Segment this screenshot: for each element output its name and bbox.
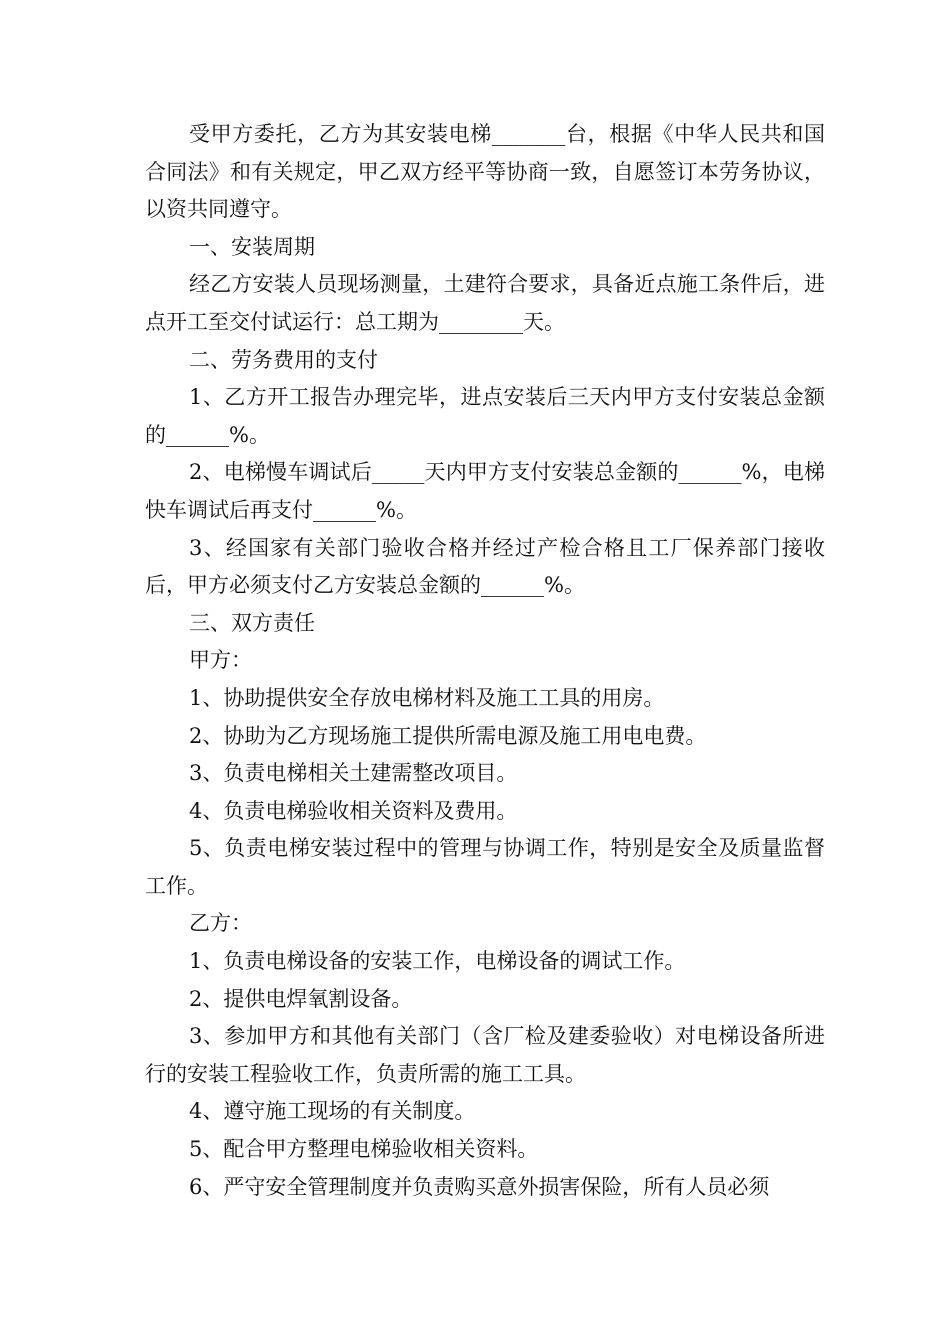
- party-b-item-2: 2、提供电焊氧割设备。: [189, 986, 413, 1011]
- section-heading-payment: 二、劳务费用的支付: [189, 347, 378, 372]
- party-b-heading: 乙方：: [189, 911, 252, 936]
- payment-clause-3: 3、经国家有关部门验收合格并经过产检合格且工厂保养部门接收后，甲方必须支付乙方安装总金额的______%。: [145, 535, 825, 598]
- section-heading-responsibilities: 三、双方责任: [189, 610, 315, 635]
- paragraph-intro: 受甲方委托，乙方为其安装电梯_______台，根据《中华人民共和国合同法》和有关规定，甲乙双方经平等协商一致，自愿签订本劳务协议，以资共同遵守。: [145, 122, 825, 222]
- paragraph-installation-period: 经乙方安装人员现场测量，土建符合要求，具备近点施工条件后，进点开工至交付试运行：总工期为________天。: [145, 272, 825, 334]
- document-body: [145, 116, 825, 1206]
- party-b-item-1: 1、负责电梯设备的安装工作，电梯设备的调试工作。: [189, 949, 686, 974]
- party-a-item-1: 1、协助提供安全存放电梯材料及施工工具的用房。: [189, 685, 665, 710]
- party-a-heading: 甲方：: [189, 648, 252, 673]
- party-b-item-5: 5、配合甲方整理电梯验收相关资料。: [189, 1137, 539, 1162]
- party-a-item-3: 3、负责电梯相关土建需整改项目。: [189, 761, 518, 786]
- party-a-item-2: 2、协助为乙方现场施工提供所需电源及施工用电电费。: [189, 723, 707, 748]
- party-b-item-4: 4、遵守施工现场的有关制度。: [189, 1099, 476, 1124]
- party-a-item-5: 5、负责电梯安装过程中的管理与协调工作，特别是安全及质量监督工作。: [145, 836, 825, 898]
- party-b-item-3: 3、参加甲方和其他有关部门（含厂检及建委验收）对电梯设备所进行的安装工程验收工作，负责所需的施工工具。: [145, 1024, 825, 1086]
- payment-clause-2: 2、电梯慢车调试后_____天内甲方支付安装总金额的______%，电梯快车调试后再支付______%。: [145, 460, 825, 522]
- party-b-item-6: 6、严守安全管理制度并负责购买意外损害保险，所有人员必须: [189, 1174, 770, 1199]
- payment-clause-1: 1、乙方开工报告办理完毕，进点安装后三天内甲方支付安装总金额的______%。: [145, 385, 825, 447]
- section-heading-installation-period: 一、安装周期: [189, 234, 315, 259]
- party-a-item-4: 4、负责电梯验收相关资料及费用。: [189, 798, 518, 823]
